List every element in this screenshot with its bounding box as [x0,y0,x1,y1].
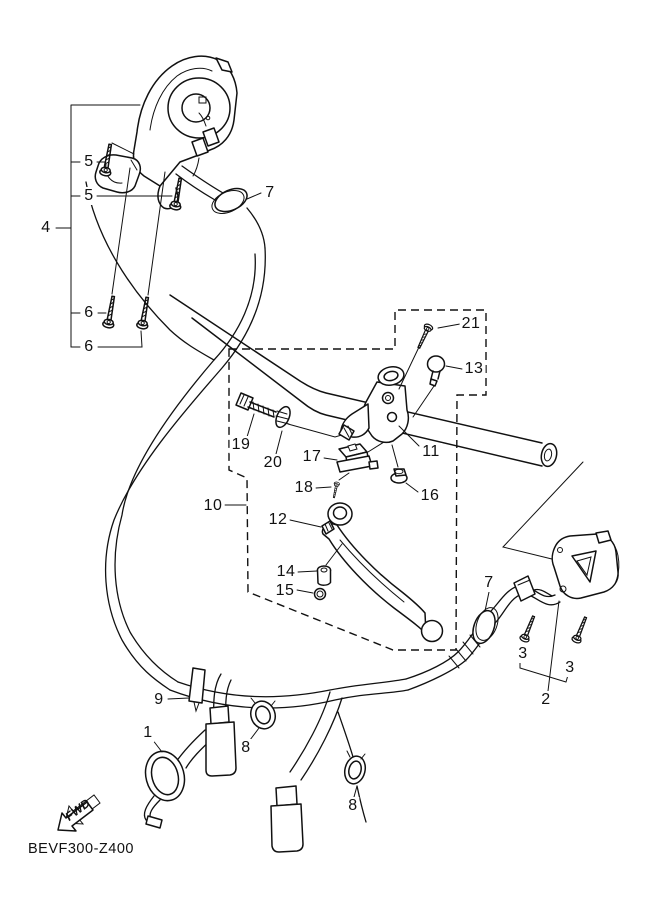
callout-3a: 3 [518,645,528,662]
callout-15: 15 [275,582,295,599]
callout-7b: 7 [484,574,494,591]
part-code: BEVF300-Z400 [28,841,134,857]
callout-3b: 3 [565,659,575,676]
callout-14: 14 [276,563,296,580]
callout-16: 16 [420,487,440,504]
callout-12: 12 [268,511,288,528]
callout-8a: 8 [241,739,251,756]
callout-17: 17 [302,448,322,465]
callout-11: 11 [422,443,440,460]
callout-18: 18 [294,479,314,496]
fwd-label: FWD [62,795,93,824]
callout-20: 20 [263,454,283,471]
callout-10: 10 [203,497,223,514]
callout-6a: 6 [84,304,94,321]
callout-2: 2 [541,691,551,708]
callout-8b: 8 [348,797,358,814]
callout-13: 13 [464,360,484,377]
callout-6b: 6 [84,338,94,355]
callout-1: 1 [143,724,153,741]
callout-21: 21 [461,315,481,332]
callout-5a: 5 [84,153,94,170]
callout-4: 4 [41,219,51,236]
callout-9: 9 [154,691,164,708]
callout-19: 19 [231,436,251,453]
callout-5b: 5 [84,187,94,204]
callout-7a: 7 [265,184,275,201]
